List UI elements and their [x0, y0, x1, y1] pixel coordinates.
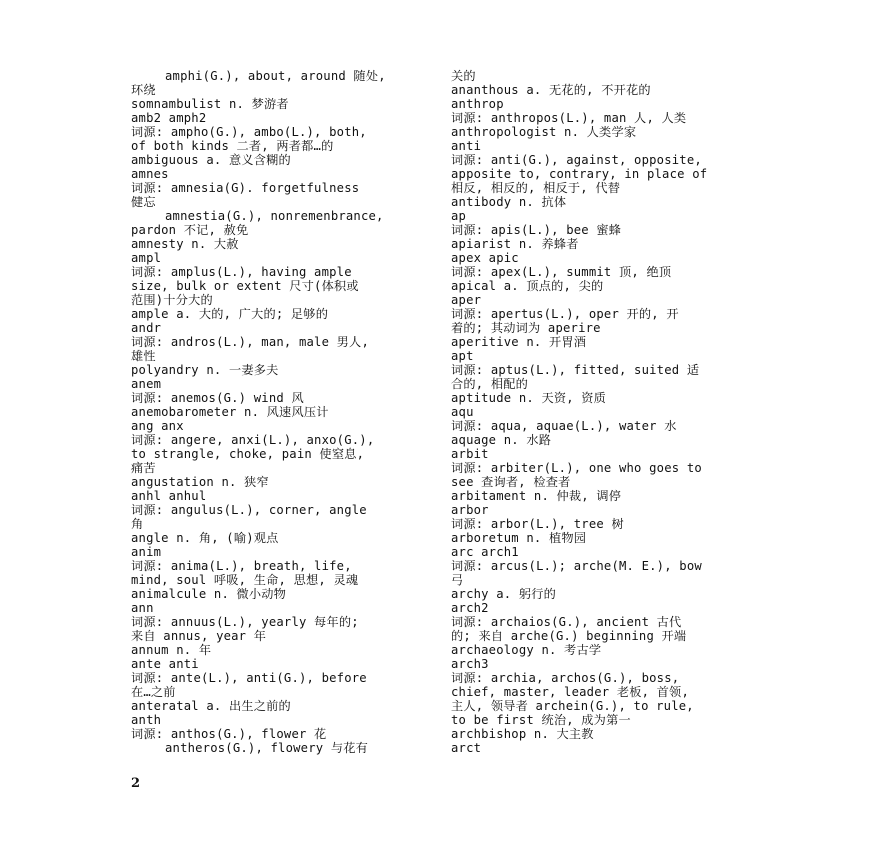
- dictionary-line: 弓: [451, 573, 464, 587]
- dictionary-line: aper: [451, 293, 482, 307]
- dictionary-line: 词源: apis(L.), bee 蜜蜂: [451, 223, 622, 237]
- dictionary-line: 范围)十分大的: [131, 293, 213, 307]
- dictionary-line: amb2 amph2: [131, 111, 207, 125]
- dictionary-line: chief, master, leader 老板, 首领,: [451, 685, 689, 699]
- dictionary-line: aperitive n. 开胃酒: [451, 335, 587, 349]
- dictionary-line: anth: [131, 713, 162, 727]
- dictionary-line: antheros(G.), flowery 与花有: [165, 741, 368, 755]
- dictionary-line: anemobarometer n. 风速风压计: [131, 405, 329, 419]
- dictionary-line: see 查询者, 检查者: [451, 475, 571, 489]
- dictionary-line: amnesty n. 大赦: [131, 237, 239, 251]
- dictionary-line: arbit: [451, 447, 489, 461]
- dictionary-line: apiarist n. 养蜂者: [451, 237, 579, 251]
- dictionary-line: 关的: [451, 69, 476, 83]
- dictionary-line: of both kinds 二者, 两者都…的: [131, 139, 334, 153]
- dictionary-line: archaeology n. 考古学: [451, 643, 602, 657]
- dictionary-line: 来自 annus, year 年: [131, 629, 267, 643]
- dictionary-line: archbishop n. 大主教: [451, 727, 594, 741]
- dictionary-line: 词源: aptus(L.), fitted, suited 适: [451, 363, 700, 377]
- dictionary-line: 词源: arbiter(L.), one who goes to: [451, 461, 702, 475]
- dictionary-line: anthrop: [451, 97, 504, 111]
- dictionary-line: 角: [131, 517, 144, 531]
- dictionary-line: 环绕: [131, 83, 156, 97]
- dictionary-line: 词源: apertus(L.), oper 开的, 开: [451, 307, 679, 321]
- dictionary-line: angustation n. 狭窄: [131, 475, 269, 489]
- dictionary-line: 词源: ampho(G.), ambo(L.), both,: [131, 125, 367, 139]
- dictionary-line: annum n. 年: [131, 643, 212, 657]
- dictionary-line: mind, soul 呼吸, 生命, 思想, 灵魂: [131, 573, 359, 587]
- dictionary-line: anti: [451, 139, 482, 153]
- dictionary-line: 的; 来自 arche(G.) beginning 开端: [451, 629, 687, 643]
- dictionary-line: ap: [451, 209, 467, 223]
- dictionary-line: amphi(G.), about, around 随处,: [165, 69, 386, 83]
- dictionary-line: 在…之前: [131, 685, 176, 699]
- dictionary-line: ananthous a. 无花的, 不开花的: [451, 83, 651, 97]
- dictionary-line: angle n. 角, (喻)观点: [131, 531, 279, 545]
- dictionary-line: archy a. 躬行的: [451, 587, 556, 601]
- dictionary-line: arch2: [451, 601, 489, 615]
- dictionary-line: anem: [131, 377, 162, 391]
- dictionary-line: 词源: arcus(L.); arche(M. E.), bow: [451, 559, 702, 573]
- dictionary-line: 雄性: [131, 349, 156, 363]
- dictionary-line: aptitude n. 天资, 资质: [451, 391, 607, 405]
- dictionary-line: apical a. 顶点的, 尖的: [451, 279, 604, 293]
- dictionary-line: animalcule n. 微小动物: [131, 587, 287, 601]
- dictionary-line: anteratal a. 出生之前的: [131, 699, 291, 713]
- dictionary-line: 合的, 相配的: [451, 377, 529, 391]
- dictionary-line: antibody n. 抗体: [451, 195, 567, 209]
- dictionary-line: ample a. 大的, 广大的; 足够的: [131, 307, 329, 321]
- dictionary-line: 词源: apex(L.), summit 顶, 绝顶: [451, 265, 672, 279]
- dictionary-line: ante anti: [131, 657, 199, 671]
- dictionary-line: arboretum n. 植物园: [451, 531, 587, 545]
- dictionary-line: 词源: angulus(L.), corner, angle: [131, 503, 367, 517]
- dictionary-line: arbitament n. 仲裁, 调停: [451, 489, 622, 503]
- dictionary-line: 着的; 其动词为 aperire: [451, 321, 601, 335]
- dictionary-line: ambiguous a. 意义含糊的: [131, 153, 291, 167]
- dictionary-line: arc arch1: [451, 545, 519, 559]
- dictionary-line: arct: [451, 741, 482, 755]
- dictionary-line: pardon 不记, 赦免: [131, 223, 249, 237]
- dictionary-line: amnes: [131, 167, 169, 181]
- dictionary-line: aqu: [451, 405, 474, 419]
- dictionary-line: 词源: amnesia(G). forgetfulness: [131, 181, 360, 195]
- right-column: [451, 69, 743, 755]
- dictionary-line: 词源: angere, anxi(L.), anxo(G.),: [131, 433, 375, 447]
- dictionary-line: 词源: anthropos(L.), man 人, 人类: [451, 111, 687, 125]
- dictionary-line: 词源: anima(L.), breath, life,: [131, 559, 352, 573]
- dictionary-line: apposite to, contrary, in place of: [451, 167, 708, 181]
- dictionary-line: anhl anhul: [131, 489, 207, 503]
- dictionary-line: 词源: anemos(G.) wind 风: [131, 391, 304, 405]
- page-number: 2: [131, 776, 141, 791]
- dictionary-line: apex apic: [451, 251, 519, 265]
- dictionary-line: aquage n. 水路: [451, 433, 552, 447]
- dictionary-line: 健忘: [131, 195, 156, 209]
- dictionary-line: apt: [451, 349, 474, 363]
- dictionary-line: 词源: amplus(L.), having ample: [131, 265, 352, 279]
- dictionary-line: somnambulist n. 梦游者: [131, 97, 289, 111]
- dictionary-line: to be first 统治, 成为第一: [451, 713, 631, 727]
- dictionary-line: arch3: [451, 657, 489, 671]
- dictionary-line: 词源: archaios(G.), ancient 古代: [451, 615, 682, 629]
- dictionary-line: polyandry n. 一妻多夫: [131, 363, 279, 377]
- dictionary-line: ang anx: [131, 419, 184, 433]
- dictionary-line: 词源: andros(L.), man, male 男人,: [131, 335, 369, 349]
- dictionary-line: arbor: [451, 503, 489, 517]
- dictionary-line: anim: [131, 545, 162, 559]
- dictionary-line: ann: [131, 601, 154, 615]
- dictionary-line: size, bulk or extent 尺寸(体积或: [131, 279, 359, 293]
- dictionary-line: 相反, 相反的, 相反于, 代替: [451, 181, 621, 195]
- dictionary-line: 词源: archia, archos(G.), boss,: [451, 671, 680, 685]
- dictionary-line: amnestia(G.), nonremenbrance,: [165, 209, 384, 223]
- dictionary-line: 痛苦: [131, 461, 156, 475]
- dictionary-line: ampl: [131, 251, 162, 265]
- dictionary-line: 词源: annuus(L.), yearly 每年的;: [131, 615, 359, 629]
- dictionary-line: andr: [131, 321, 162, 335]
- dictionary-line: 词源: aqua, aquae(L.), water 水: [451, 419, 677, 433]
- dictionary-line: anthropologist n. 人类学家: [451, 125, 637, 139]
- dictionary-line: 词源: ante(L.), anti(G.), before: [131, 671, 367, 685]
- dictionary-line: 主人, 领导者 archein(G.), to rule,: [451, 699, 694, 713]
- left-column: [131, 69, 421, 755]
- dictionary-line: 词源: arbor(L.), tree 树: [451, 517, 624, 531]
- dictionary-line: 词源: anthos(G.), flower 花: [131, 727, 327, 741]
- dictionary-line: 词源: anti(G.), against, opposite,: [451, 153, 702, 167]
- dictionary-line: to strangle, choke, pain 使窒息,: [131, 447, 365, 461]
